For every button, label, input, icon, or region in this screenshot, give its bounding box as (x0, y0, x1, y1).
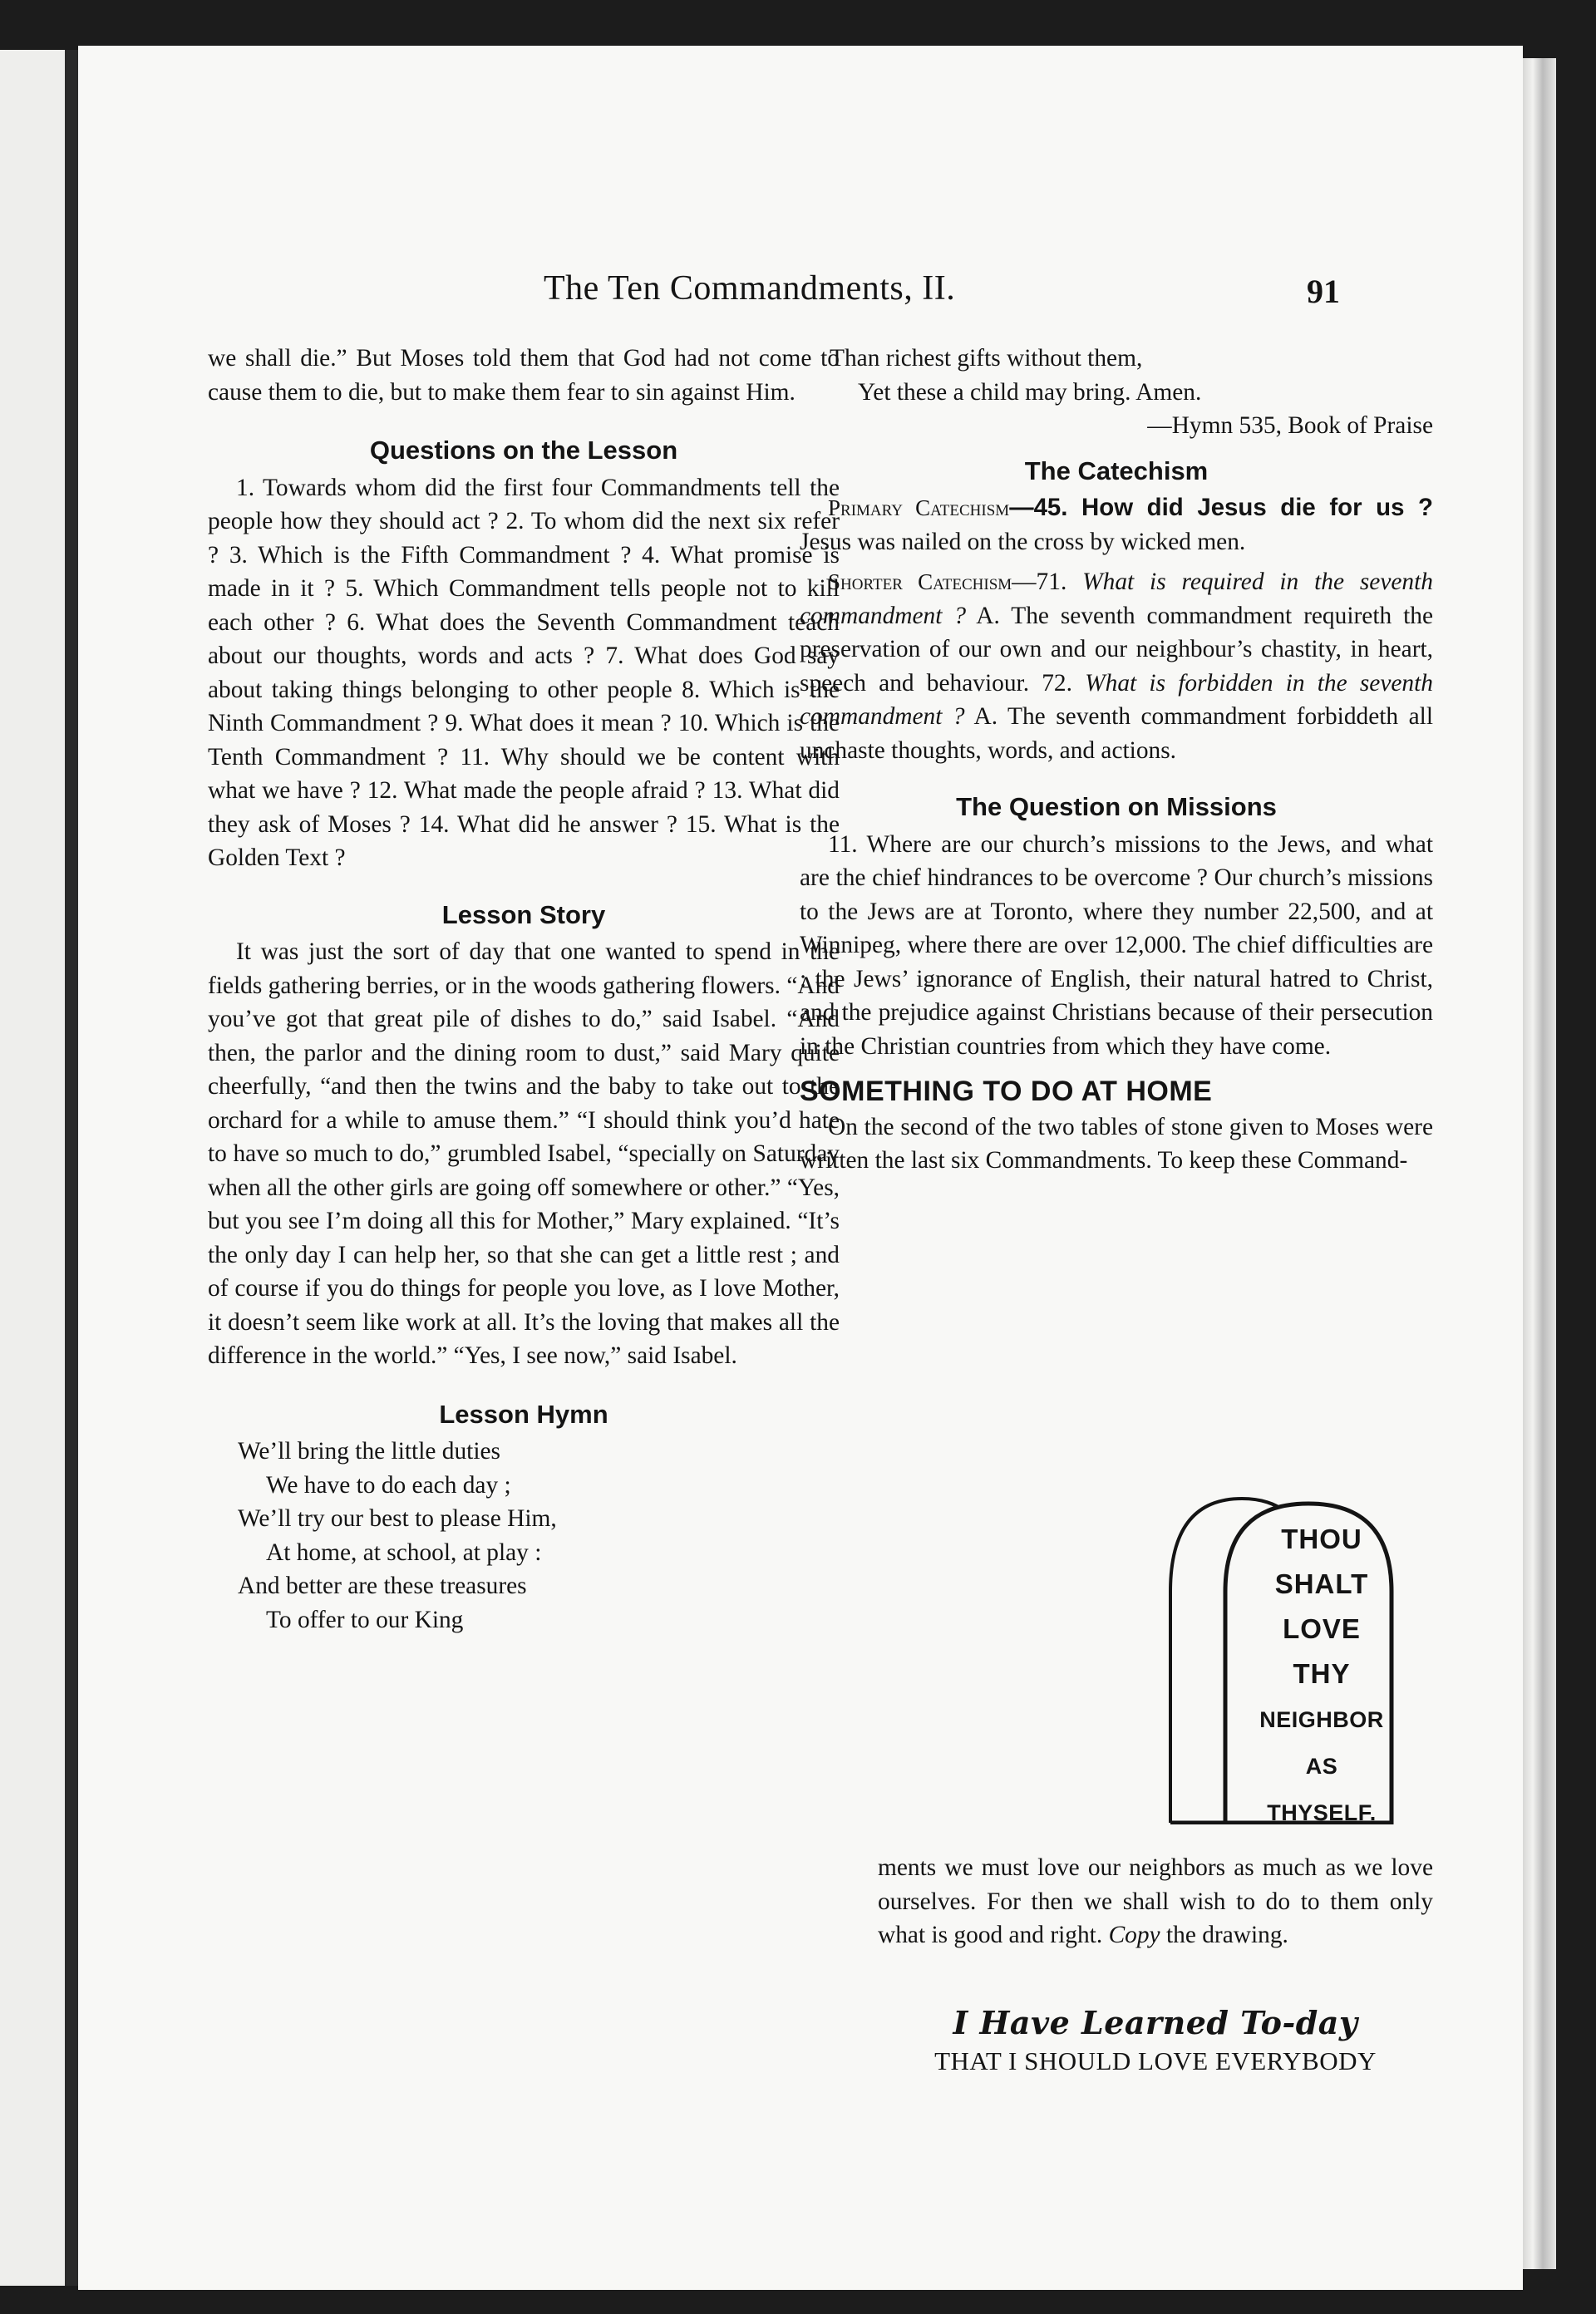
tablet-inscription (1239, 1517, 1405, 1836)
hymn-line: And better are these treasures (238, 1573, 527, 1599)
hymn-line: At home, at school, at play : (266, 1539, 542, 1566)
shorter-catechism (800, 565, 1433, 767)
tablet-line: THOU (1281, 1524, 1362, 1554)
hymn-line: Than richest gifts without them, (830, 345, 1143, 372)
copy-rest: the drawing. (1160, 1922, 1288, 1948)
home-activity-heading: SOMETHING TO DO AT HOME (800, 1076, 1213, 1107)
shorter-catechism-label: Shorter Catechism (828, 569, 1012, 594)
intro-paragraph: we shall die.” But Moses told them that God had not come to cause them to die, but to make them fear to sin against Him. (208, 345, 840, 406)
primary-catechism-answer: Jesus was nailed on the cross by wicked men. (800, 528, 1246, 555)
hymn-line: Yet these a child may bring. Amen. (858, 378, 1202, 406)
shorter-catechism-answer-71: A. The seventh commandment requireth the preservation of our own and our neighbour’s chastity, in heart, speech and behaviour. 72. (800, 602, 1433, 697)
hymn-heading: Lesson Hymn (439, 1399, 608, 1429)
tablet-line: THY (1293, 1658, 1351, 1689)
missions-heading: The Question on Missions (956, 792, 1277, 821)
catechism-heading: The Catechism (1024, 455, 1209, 485)
missions-paragraph: 11. Where are our church’s missions to the Jews, and what are the chief hindrances to be overcome ? Our church’s missions to the Jews are at Toronto, where they number 22,500, and at Winnipeg, where there are over 12,000. The chief difficulties are : the Jews’ ignorance of English, their natural hatred to Christ, and the prejudice against Christians because of their persecution in the Christian countries from which they have come. (800, 830, 1433, 1060)
hymn-verse-left (208, 1435, 840, 1637)
questions-paragraph: 1. Towards whom did the first four Commandments tell the people how they should act ? 2. To whom did the next six refer ? 3. Which is the Fifth Commandment ? 4. What promise is made in it ? 5. Which Commandment tells people not to kill each other ? 6. What does the Seventh Commandment teach about our thoughts, words and acts ? 7. What does God say about taking things belonging to other people 8. Which is the Ninth Commandment ? 9. What does it mean ? 10. Which is the Tenth Commandment ? 11. Why should we be content with what we have ? 12. What made the people afraid ? 13. What did they ask of Moses ? 14. What did he answer ? 15. What is the Golden Text ? (208, 474, 840, 871)
tablet-line: NEIGHBOR (1259, 1707, 1384, 1732)
book-page (78, 46, 1523, 2290)
learned-today-heading: I Have Learned To-day (953, 2004, 1358, 2041)
shorter-catechism-question-72: What is forbidden in the seventh commandment ? (800, 669, 1433, 730)
hymn-verse-right (800, 342, 1433, 409)
primary-catechism (800, 491, 1433, 559)
left-column (208, 342, 840, 1637)
learned-today-text: THAT I SHOULD LOVE EVERYBODY (934, 2046, 1377, 2075)
tablet-line: LOVE (1283, 1613, 1361, 1644)
page-header (78, 268, 1523, 318)
stone-tablets-drawing (1167, 1492, 1405, 1824)
shorter-catechism-number: —71. (1012, 569, 1083, 595)
home-activity-continuation (878, 1851, 1433, 1952)
facing-page-edge (0, 50, 68, 2286)
right-column (800, 342, 1433, 1178)
hymn-attribution: —Hymn 535, Book of Praise (1147, 412, 1433, 439)
copy-word: Copy (1108, 1922, 1160, 1948)
tablet-line: THYSELF. (1267, 1800, 1377, 1825)
running-title: The Ten Commandments, II. (544, 269, 956, 308)
tablet-line: AS (1305, 1754, 1338, 1779)
hymn-line: We’ll try our best to please Him, (238, 1505, 557, 1532)
page-number: 91 (1307, 273, 1340, 310)
continuation-text: ments we must love our neighbors as much as we love ourselves. For then we shall wish to do to them only what is good and right. (878, 1854, 1433, 1948)
shorter-catechism-answer-72: A. The seventh commandment forbiddeth all unchaste thoughts, words, and actions. (800, 703, 1433, 764)
hymn-line: We have to do each day ; (266, 1471, 511, 1499)
learned-today-box (878, 2004, 1433, 2076)
shorter-catechism-question-71: What is required in the seventh commandment ? (800, 569, 1433, 629)
hymn-line: To offer to our King (266, 1606, 464, 1633)
primary-catechism-question: —45. How did Jesus die for us ? (1009, 494, 1433, 521)
book-spine (65, 50, 78, 2286)
home-activity-paragraph: On the second of the two tables of stone given to Moses were written the last six Commandments. To keep these Command- (800, 1113, 1433, 1174)
primary-catechism-label: Primary Catechism (828, 495, 1010, 520)
page-stack-edge (1523, 58, 1556, 2269)
questions-heading: Questions on the Lesson (369, 436, 678, 465)
story-heading: Lesson Story (441, 899, 606, 929)
hymn-line: We’ll bring the little duties (238, 1438, 500, 1465)
tablet-line: SHALT (1274, 1568, 1369, 1599)
story-paragraph: It was just the sort of day that one wanted to spend in the fields gathering berries, or in the woods gathering flowers. “And you’ve got that great pile of dishes to do,” said Isabel. “And then, the parlor and the dining room to dust,” said Mary quite cheerfully, “and then the twins and the baby to take out to the orchard for a while to amuse them.” “I should think you’d hate to have so much to do,” grumbled Isabel, “specially on Saturday when all the other girls are going off somewhere or other.” “Yes, but you see I’m doing all this for Mother,” Mary explained. “It’s the only day I can help her, so that she can get a little rest ; and of course if you do things for people you love, as I love Mother, it doesn’t seem like work at all. It’s the loving that makes all the difference in the world.” “Yes, I see now,” said Isabel. (208, 938, 840, 1369)
